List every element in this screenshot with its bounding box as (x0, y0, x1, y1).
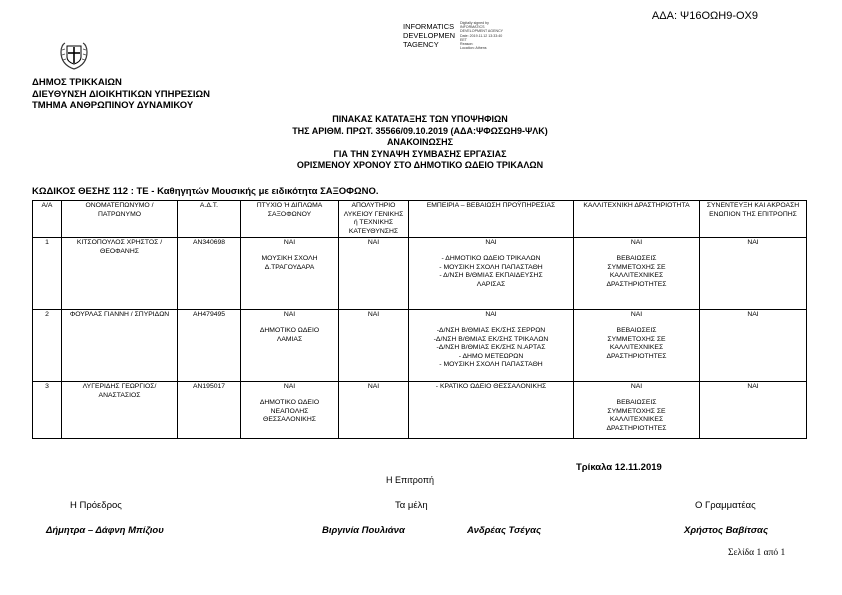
page-number: Σελίδα 1 από 1 (728, 548, 786, 558)
table-row: 2 ΦΟΥΡΛΑΣ ΓΙΑΝΝΗ / ΣΠΥΡΙΔΩΝ ΑΗ479495 ΝΑΙ ΔΗΜΟΤΙΚΟ ΩΔΕΙΟ ΛΑΜΙΑΣ ΝΑΙ ΝΑΙ -Δ/ΝΣΗ Β/ΘΜΙΑΣ ΕΚ/ΣΗΣ ΣΕΡΡΩΝ -Δ/ΝΣΗ Β/ΘΜΙΑΣ ΕΚ/ΣΗΣ ΤΡΙΚΑΛΩΝ -Δ/ΝΣΗ Β/ΘΜΙΑΣ ΕΚ/ΣΗΣ Ν.ΑΡΤΑΣ - ΔΗΜΟ ΜΕΤΕΩΡΩΝ - ΜΟΥΣΙΚΗ ΣΧΟΛΗ ΠΑΠΑΣΤΑΘΗ ΝΑΙ ΒΕΒΑΙΩΣΕΙΣ ΣΥΜΜΕΤΟΧΗΣ ΣΕ ΚΑΛΛΙΤΕΧΝΙΚΕΣ ΔΡΑΣΤΗΡΙΟΤΗΤΕΣ ΝΑΙ (33, 310, 807, 382)
directorate-name: ΔΙΕΥΘΥΝΣΗ ΔΙΟΙΚΗΤΙΚΩΝ ΥΠΗΡΕΣΙΩΝ (32, 88, 210, 100)
committee-label: Η Επιτροπή (386, 475, 434, 485)
municipality-name: ΔΗΜΟΣ ΤΡΙΚΚΑΙΩΝ (32, 77, 122, 88)
header-adt: Α.Δ.Τ. (178, 201, 241, 238)
greek-emblem-icon (57, 38, 91, 72)
header-artistic: ΚΑΛΛΙΤΕΧΝΙΚΗ ΔΡΑΣΤΗΡΙΟΤΗΤΑ (574, 201, 700, 238)
ada-code: ΑΔΑ: Ψ16ΟΩΗ9-ΟΧ9 (651, 10, 758, 22)
document-date: Τρίκαλα 12.11.2019 (576, 462, 662, 473)
table-header-row (33, 201, 807, 238)
header-name: ΟΝΟΜΑΤΕΠΩΝΥΜΟ /ΠΑΤΡΩΝΥΜΟ (62, 201, 178, 238)
ranking-table (32, 200, 807, 439)
secretary-name: Χρήστος Βαβίτσας (684, 525, 768, 536)
secretary-role: Ο Γραμματέας (695, 500, 756, 511)
position-code: ΚΩΔΙΚΟΣ ΘΕΣΗΣ 112 : ΤΕ - Καθηγητών Μουσικής με ειδικότητα ΣΑΞΟΦΩΝΟ. (32, 186, 379, 197)
member-name-1: Βιργινία Πουλιάνα (322, 525, 405, 536)
header-lyceum: ΑΠΟΛΥΤΗΡΙΟ ΛΥΚΕΙΟΥ ΓΕΝΙΚΗΣ ή ΤΕΧΝΙΚΗΣ ΚΑΤΕΥΘΥΝΣΗΣ (339, 201, 409, 238)
header-aa: Α/Α (33, 201, 62, 238)
members-role: Τα μέλη (395, 500, 428, 511)
chair-name: Δήμητρα – Δάφνη Μπίζιου (46, 525, 164, 536)
department-name: ΤΜΗΜΑ ΑΝΘΡΩΠΙΝΟΥ ΔΥΝΑΜΙΚΟΥ (32, 100, 194, 111)
member-name-2: Ανδρέας Τσέγας (467, 525, 542, 536)
table-row: 1 ΚΙΤΣΟΠΟΥΛΟΣ ΧΡΗΣΤΟΣ / ΘΕΟΦΑΝΗΣ ΑΝ340698 ΝΑΙ ΜΟΥΣΙΚΗ ΣΧΟΛΗ Δ.ΤΡΑΓΟΥΔΑΡΑ ΝΑΙ ΝΑΙ - ΔΗΜΟΤΙΚΟ ΩΔΕΙΟ ΤΡΙΚΑΛΩΝ - ΜΟΥΣΙΚΗ ΣΧΟΛΗ ΠΑΠΑΣΤΑΘΗ - Δ/ΝΣΗ Β/ΘΜΙΑΣ ΕΚΠΑΙΔΕΥΣΗΣ ΛΑΡΙΣΑΣ ΝΑΙ ΒΕΒΑΙΩΣΕΙΣ ΣΥΜΜΕΤΟΧΗΣ ΣΕ ΚΑΛΛΙΤΕΧΝΙΚΕΣ ΔΡΑΣΤΗΡΙΟΤΗΤΕΣ ΝΑΙ (33, 238, 807, 310)
digital-signature-details: Digitally signed by INFORMATICS DEVELOPMENT AGENCY Date: 2019.11.12 13:33:40 EET Reason: Location: Athens (460, 21, 504, 51)
document-title: ΠΙΝΑΚΑΣ ΚΑΤΑΤΑΞΗΣ ΤΩΝ ΥΠΟΨΗΦΙΩΝ ΤΗΣ ΑΡΙΘΜ. ΠΡΩΤ. 35566/09.10.2019 (ΑΔΑ:ΨΦΩΣΩΗ9-ΨΛΚ) ΑΝΑΚΟΙΝΩΣΗΣ ΓΙΑ ΤΗΝ ΣΥΝΑΨΗ ΣΥΜΒΑΣΗΣ ΕΡΓΑΣΙΑΣ ΟΡΙΣΜΕΝΟΥ ΧΡΟΝΟΥ ΣΤΟ ΔΗΜΟΤΙΚΟ ΩΔΕΙΟ ΤΡΙΚΑΛΩΝ (292, 114, 548, 170)
header-interview: ΣΥΝΕΝΤΕΥΞΗ ΚΑΙ ΑΚΡΟΑΣΗ ΕΝΩΠΙΟΝ ΤΗΣ ΕΠΙΤΡΟΠΗΣ (700, 201, 807, 238)
organization-header (32, 77, 210, 112)
header-experience: ΕΜΠΕΙΡΙΑ – ΒΕΒΑΙΩΣΗ ΠΡΟΫΠΗΡΕΣΙΑΣ (409, 201, 574, 238)
chair-role: Η Πρόεδρος (70, 500, 122, 511)
table-row: 3 ΛΥΓΕΡΙΔΗΣ ΓΕΩΡΓΙΟΣ/ ΑΝΑΣΤΑΣΙΟΣ ΑΝ195017 ΝΑΙ ΔΗΜΟΤΙΚΟ ΩΔΕΙΟ ΝΕΑΠΟΛΗΣ ΘΕΣΣΑΛΟΝΙΚΗΣ ΝΑΙ - ΚΡΑΤΙΚΟ ΩΔΕΙΟ ΘΕΣΣΑΛΟΝΙΚΗΣ ΝΑΙ ΒΕΒΑΙΩΣΕΙΣ ΣΥΜΜΕΤΟΧΗΣ ΣΕ ΚΑΛΛΙΤΕΧΝΙΚΕΣ ΔΡΑΣΤΗΡΙΟΤΗΤΕΣ ΝΑΙ (33, 382, 807, 439)
header-degree: ΠΤΥΧΙΟ Ή ΔΙΠΛΩΜΑ ΣΑΞΟΦΩΝΟΥ (241, 201, 339, 238)
signer-label: INFORMATICS DEVELOPMEN TAGENCY (403, 22, 456, 49)
